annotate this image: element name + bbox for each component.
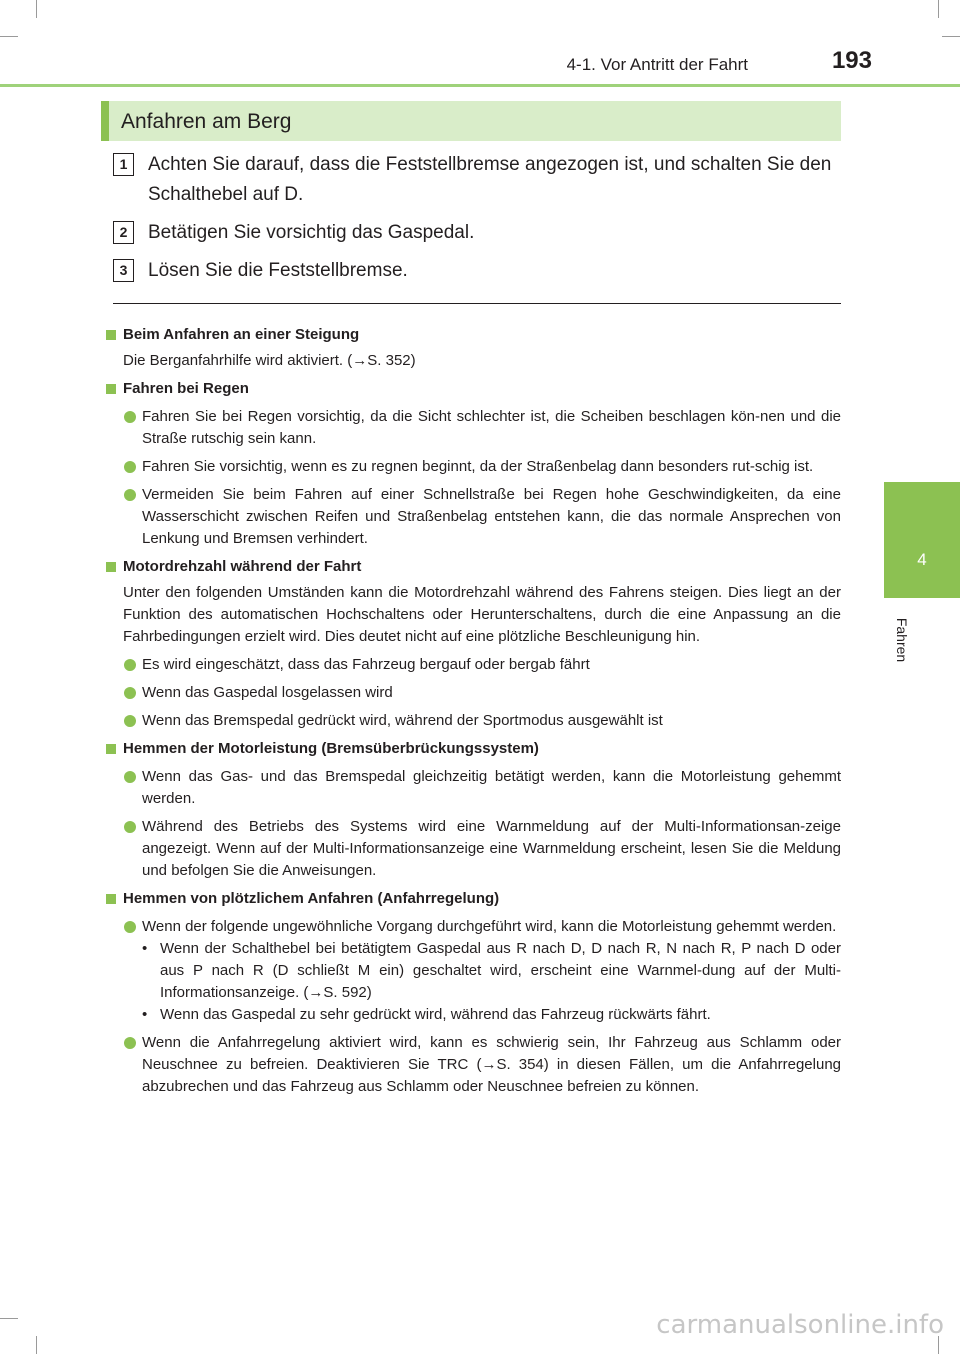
square-bullet-icon	[106, 894, 116, 904]
dot-mark: •	[142, 940, 148, 957]
section-header	[101, 101, 841, 141]
section-divider	[113, 303, 841, 304]
bullet-item: Wenn die Anfahrregelung aktiviert wird, kann es schwierig sein, Ihr Fahrzeug aus Schlamm oder Neuschnee zu befreien. Deaktivieren Sie TRC (→S. 354) in diesen Fällen, um die Anfahrregelung abzubrechen und das Fahrzeug aus Schlamm oder Neuschnee befreien zu können.	[106, 1032, 841, 1098]
step-list	[113, 150, 841, 294]
dot-mark: •	[142, 1006, 148, 1023]
circle-bullet-icon	[124, 489, 136, 501]
page-number: 193	[831, 47, 872, 74]
note-heading: Beim Anfahren an einer Steigung	[106, 324, 841, 346]
square-bullet-icon	[106, 744, 116, 754]
step-number: 3	[113, 259, 134, 282]
circle-bullet-icon	[124, 687, 136, 699]
crop-mark	[938, 0, 939, 18]
chapter-tab[interactable]	[884, 482, 960, 598]
square-bullet-icon	[106, 384, 116, 394]
step-text: Betätigen Sie vorsichtig das Gaspedal.	[148, 222, 475, 243]
note-heading: Hemmen der Motorleistung (Bremsüberbrückungssystem)	[106, 738, 841, 760]
notes-block	[106, 318, 841, 1098]
chapter-label: Fahren	[894, 617, 911, 663]
crop-mark	[942, 36, 960, 37]
step-text: Lösen Sie die Feststellbremse.	[148, 260, 408, 281]
crop-mark	[36, 1336, 37, 1354]
bullet-item: Fahren Sie bei Regen vorsichtig, da die Sicht schlechter ist, die Scheiben beschlagen kön-nen und die Straße rutschig sein kann.	[106, 406, 841, 450]
crop-mark	[0, 36, 18, 37]
sub-bullet-item: • Wenn das Gaspedal zu sehr gedrückt wird, während das Fahrzeug rückwärts fährt.	[106, 1004, 841, 1026]
square-bullet-icon	[106, 562, 116, 572]
bullet-item: Wenn das Gaspedal losgelassen wird	[106, 682, 841, 704]
square-bullet-icon	[106, 330, 116, 340]
step-text: Achten Sie darauf, dass die Feststellbremse angezogen ist, und schalten Sie den Schalthebel auf D.	[148, 154, 832, 205]
circle-bullet-icon	[124, 461, 136, 473]
section-accent-bar	[101, 101, 109, 141]
circle-bullet-icon	[124, 411, 136, 423]
bullet-item: Es wird eingeschätzt, dass das Fahrzeug bergauf oder bergab fährt	[106, 654, 841, 676]
sub-bullet-item: • Wenn der Schalthebel bei betätigtem Gaspedal aus R nach D, D nach R, N nach R, P nach D oder aus P nach R (D schließt M ein) geschaltet wird, erscheint eine Warnmel-dung auf der Multi-Informationsanzeige. (→S. 592)	[142, 940, 841, 1001]
circle-bullet-icon	[124, 821, 136, 833]
note-text: Die Berganfahrhilfe wird aktiviert. (→S. 352)	[123, 352, 416, 369]
bullet-item: Fahren Sie vorsichtig, wenn es zu regnen beginnt, da der Straßenbelag dann besonders rut-schig ist.	[106, 456, 841, 478]
watermark: carmanualsonline.info	[656, 1310, 944, 1340]
bullet-item: Wenn das Bremspedal gedrückt wird, während der Sportmodus ausgewählt ist	[106, 710, 841, 732]
chapter-header: 4-1. Vor Antritt der Fahrt	[566, 55, 748, 74]
circle-bullet-icon	[124, 921, 136, 933]
note-text: Unter den folgenden Umständen kann die Motordrehzahl während des Fahrens steigen. Dies liegt an der Funktion des automatischen Hochschaltens oder Herunterschaltens, durch die eine Anpassung an die Fahrbedingungen erzielt wird. Dies deutet nicht auf eine plötzliche Beschleunigung hin.	[123, 584, 841, 645]
header-rule	[0, 84, 960, 87]
bullet-item: Wenn der folgende ungewöhnliche Vorgang durchgeführt wird, kann die Motorleistung gehemmt werden.	[106, 916, 841, 938]
circle-bullet-icon	[124, 715, 136, 727]
bullet-item: Vermeiden Sie beim Fahren auf einer Schnellstraße bei Regen hohe Geschwindigkeiten, da eine Wasserschicht zwischen Reifen und Straßenbelag entstehen kann, die das normale Ansprechen von Lenkung und Bremsen verhindert.	[106, 484, 841, 550]
note-heading: Motordrehzahl während der Fahrt	[106, 556, 841, 578]
step-item	[113, 256, 841, 286]
note-heading: Hemmen von plötzlichem Anfahren (Anfahrregelung)	[106, 888, 841, 910]
chapter-number: 4	[917, 550, 927, 569]
crop-mark	[36, 0, 37, 18]
circle-bullet-icon	[124, 659, 136, 671]
circle-bullet-icon	[124, 771, 136, 783]
step-number: 1	[113, 153, 134, 176]
step-item	[113, 150, 841, 210]
bullet-item: Wenn das Gas- und das Bremspedal gleichzeitig betätigt werden, kann die Motorleistung gehemmt werden.	[106, 766, 841, 810]
circle-bullet-icon	[124, 1037, 136, 1049]
crop-mark	[0, 1318, 18, 1319]
step-item	[113, 218, 841, 248]
note-heading: Fahren bei Regen	[106, 378, 841, 400]
bullet-item: Während des Betriebs des Systems wird eine Warnmeldung auf der Multi-Informationsan-zeige angezeigt. Wenn auf der Multi-Informationsanzeige eine Warnmeldung erscheint, lesen Sie die Meldung und befolgen Sie die Anweisungen.	[106, 816, 841, 882]
step-number: 2	[113, 221, 134, 244]
section-title: Anfahren am Berg	[121, 110, 292, 133]
